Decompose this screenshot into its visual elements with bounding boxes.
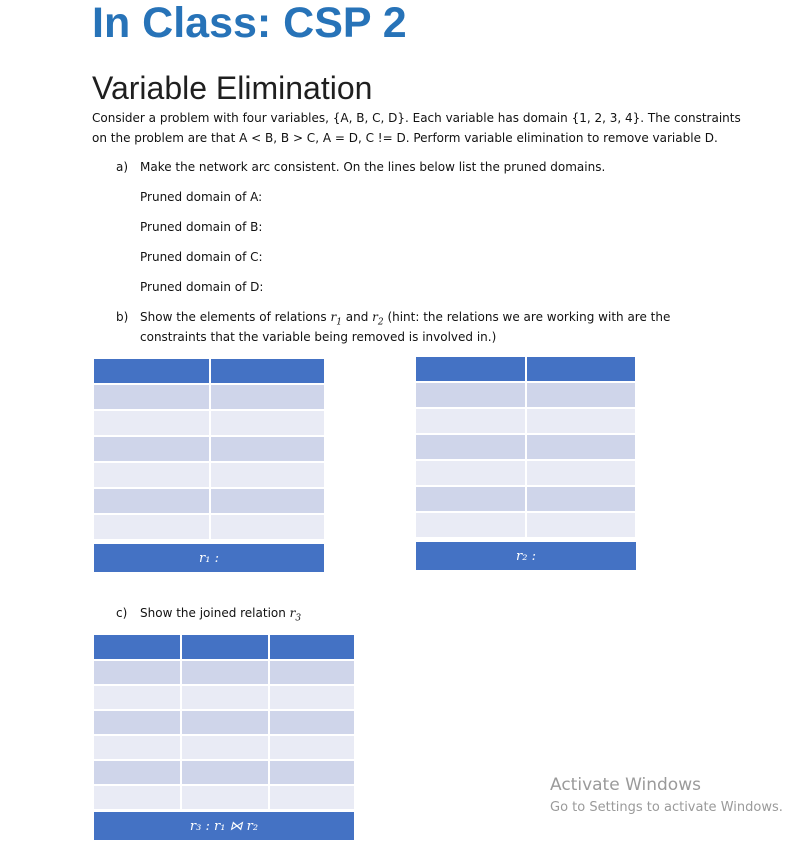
table-row (93, 488, 325, 514)
r3-symbol: $r_3$ (289, 606, 302, 624)
part-c-instruction: Show the joined relation $r_3$ (140, 606, 302, 624)
table-row (93, 462, 325, 488)
table-row (415, 382, 636, 408)
table-header-row (415, 356, 636, 382)
pruned-domain-a: Pruned domain of A: (140, 190, 263, 204)
table-row (93, 685, 355, 710)
table-row (93, 660, 355, 685)
joined-relation-r3-caption: r₃ : r₁ ⋈ r₂ (94, 812, 354, 840)
part-a-instruction: Make the network arc consistent. On the lines below list the pruned domains. (140, 160, 606, 174)
activate-windows-hint: Go to Settings to activate Windows. (550, 800, 783, 815)
pruned-domain-b: Pruned domain of B: (140, 220, 263, 234)
intro-line-1: Consider a problem with four variables, {A, B, C, D}. Each variable has domain {1, 2, 3, 4}. The constraints (92, 111, 741, 125)
table-row (415, 408, 636, 434)
pruned-domain-d: Pruned domain of D: (140, 280, 264, 294)
table-row (93, 410, 325, 436)
relation-r2-caption: r₂ : (416, 542, 636, 570)
table-row (415, 434, 636, 460)
table-row (93, 384, 325, 410)
relation-r1-caption: r₁ : (94, 544, 324, 572)
page-title: In Class: CSP 2 (92, 0, 407, 47)
part-c-marker: c) (116, 606, 128, 620)
table-row (415, 486, 636, 512)
relation-r2-table (414, 355, 637, 539)
relation-r1-table (92, 357, 326, 541)
r2-symbol: $r_2$ (372, 310, 384, 328)
table-row (93, 710, 355, 735)
activate-windows-watermark: Activate Windows (550, 775, 701, 795)
table-row (93, 760, 355, 785)
table-header-row (93, 634, 355, 660)
part-b-marker: b) (116, 310, 129, 324)
pruned-domain-c: Pruned domain of C: (140, 250, 263, 264)
intro-line-2: on the problem are that A < B, B > C, A = D, C != D. Perform variable elimination to remove variable D. (92, 131, 718, 145)
part-b-instruction-line2: constraints that the variable being removed is involved in.) (140, 330, 497, 344)
part-a-marker: a) (116, 160, 129, 174)
table-row (93, 514, 325, 540)
r1-symbol: $r_1$ (330, 310, 342, 328)
table-row (93, 785, 355, 810)
table-row (93, 436, 325, 462)
table-header-row (93, 358, 325, 384)
joined-relation-r3-table (92, 633, 356, 811)
section-title: Variable Elimination (92, 70, 373, 106)
table-row (415, 460, 636, 486)
table-row (93, 735, 355, 760)
table-row (415, 512, 636, 538)
part-b-instruction: Show the elements of relations $r_1$ and $r_2$ (hint: the relations we are working with are the (140, 310, 671, 328)
